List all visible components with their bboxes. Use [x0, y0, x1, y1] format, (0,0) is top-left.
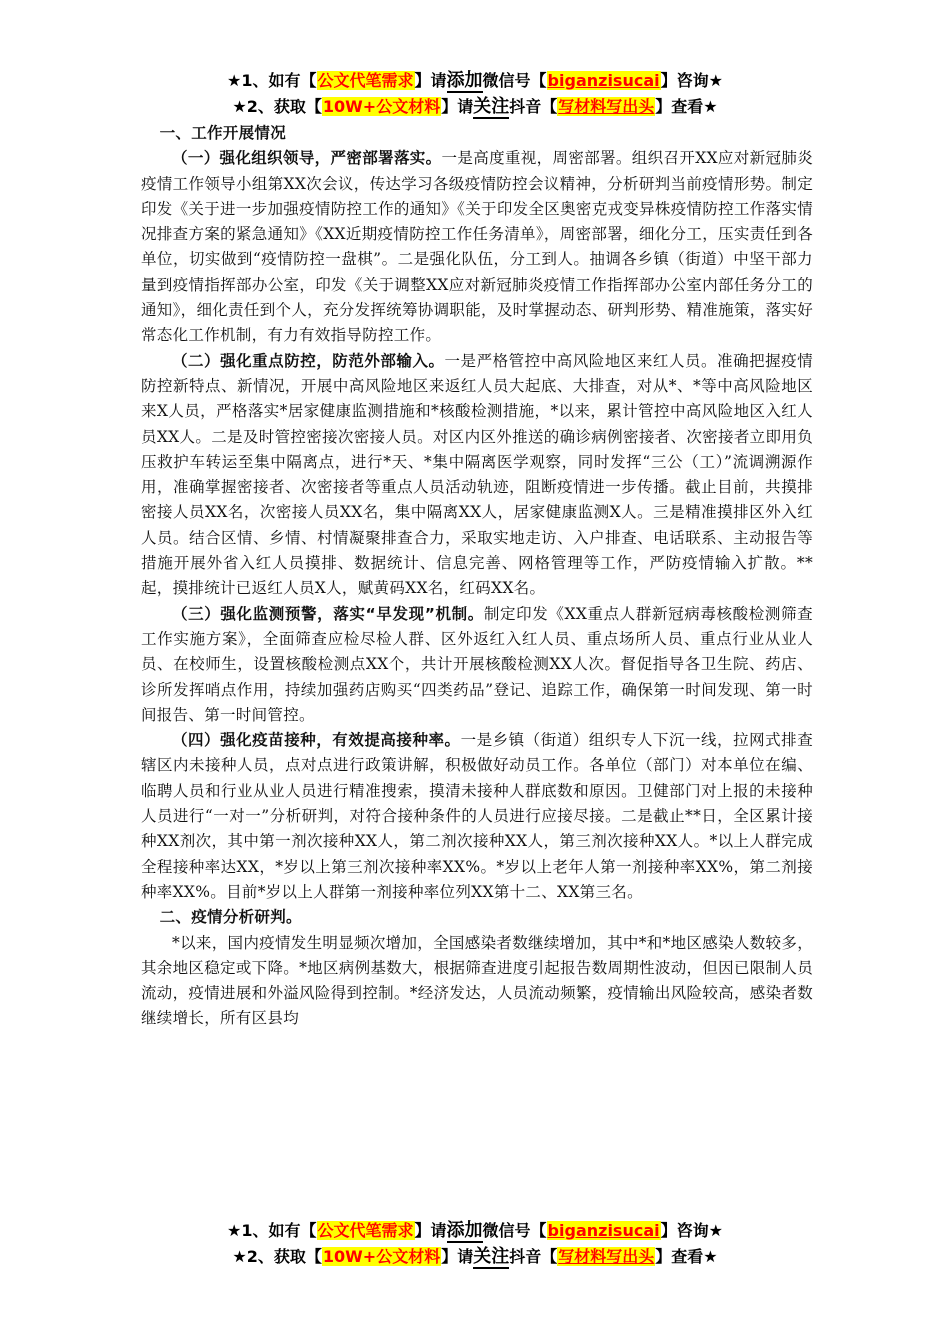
promo-banner-line-1-footer: [0, 1219, 950, 1243]
banner-text: 微信号【: [482, 71, 547, 90]
paragraph-text: *以来，国内疫情发生明显频次增加，全国感染者数继续增加，其中*和*地区感染人数较多，其余地区稳定或下降。*地区病例基数大，根据筛查进度引起报告数周期性波动，但因已限制人员流动，疫情进展和外溢风险得到控制。*经济发达，人员流动频繁，疫情输出风险较高，感染者数继续增长，所有区县均: [141, 933, 813, 1028]
banner-emphasis: 关注: [473, 1246, 510, 1267]
promo-banner-line-1: [0, 69, 950, 93]
banner-highlight: 公文代笔需求: [317, 1221, 414, 1240]
paragraph-text: 一是高度重视，周密部署。组织召开XX应对新冠肺炎疫情工作领导小组第XX次会议，传达学习各级疫情防控会议精神，分析研判当前疫情形势。制定印发《关于进一步加强疫情防控工作的通知》《关于印发全区奥密克戎变异株疫情防控工作落实情况排查方案的紧急通知》《XX近期疫情防控工作任务清单》，周密部署，细化分工，压实责任到各单位，切实做到“疫情防控一盘棋”。二是强化队伍，分工到人。抽调各乡镇（街道）中坚干部力量到疫情指挥部办公室，印发《关于调整XX应对新冠肺炎疫情工作指挥部办公室内部任务分工的通知》，细化责任到个人，充分发挥统筹协调职能，及时掌握动态、研判形势、精准施策，落实好常态化工作机制，有力有效指导防控工作。: [141, 149, 813, 345]
banner-text: 】请: [414, 71, 447, 90]
banner-text: 微信号【: [482, 1221, 547, 1240]
paragraph-text: 一是乡镇（街道）组织专人下沉一线，拉网式排查辖区内未接种人员，点对点进行政策讲解，积极做好动员工作。各单位（部门）对本单位在编、临聘人员和行业从业人员进行精准搜索，摸清未接种人群底数和原因。卫健部门对上报的未接种人员进行“一对一”分析研判，对符合接种条件的人员进行应接尽接。二是截止**日，全区累计接种XX剂次，其中第一剂次接种XX人，第二剂次接种XX人，第三剂次接种XX人。*以上人群完成全程接种率达XX，*岁以上第三剂次接种率XX%。*岁以上老年人第一剂接种率XX%，第二剂接种率XX%。目前*岁以上人群第一剂接种率位列XX第十二、XX第三名。: [141, 731, 814, 901]
paragraph-heading: （二）强化重点防控，防范外部输入。: [172, 351, 445, 370]
paragraph-heading: （四）强化疫苗接种，有效提高接种率。: [172, 731, 461, 750]
banner-emphasis: 关注: [473, 96, 510, 117]
banner-highlight: 10W+公文材料: [322, 97, 441, 116]
paragraph-heading: （一）强化组织领导，严密部署落实。: [172, 149, 442, 168]
paragraph-2: [141, 349, 813, 602]
banner-text: 抖音【: [509, 97, 558, 116]
paragraph-heading: （三）强化监测预警，落实“早发现”机制。: [172, 604, 484, 623]
banner-highlight: 10W+公文材料: [322, 1247, 441, 1266]
banner-text: 】请: [441, 97, 474, 116]
banner-prefix: ★2、获取【: [232, 1247, 322, 1266]
banner-text: 】请: [441, 1247, 474, 1266]
paragraph-1: [141, 146, 813, 348]
wechat-id-link[interactable]: biganzisucai: [547, 71, 660, 90]
douyin-account-link[interactable]: 写材料写出头: [558, 1247, 655, 1266]
banner-text: 抖音【: [509, 1247, 558, 1266]
banner-suffix: 】咨询★: [660, 71, 723, 90]
wechat-id-link[interactable]: biganzisucai: [547, 1221, 660, 1240]
banner-suffix: 】咨询★: [660, 1221, 723, 1240]
promo-banner-line-2-footer: [0, 1245, 950, 1269]
banner-text: 】请: [414, 1221, 447, 1240]
paragraph-3: [141, 602, 813, 728]
banner-emphasis: 添加: [446, 70, 483, 91]
banner-prefix: ★1、如有【: [227, 1221, 317, 1240]
banner-highlight: 公文代笔需求: [317, 71, 414, 90]
douyin-account-link[interactable]: 写材料写出头: [558, 97, 655, 116]
banner-emphasis: 添加: [446, 1220, 483, 1241]
paragraph-text: 制定印发《XX重点人群新冠病毒核酸检测筛查工作实施方案》，全面筛查应检尽检人群、区外返红入红人员、重点场所人员、重点行业从业人员、在校师生，设置核酸检测点XX个，共计开展核酸检测XX人次。督促指导各卫生院、药店、诊所发挥哨点作用，持续加强药店购买“四类药品”登记、追踪工作，确保第一时间发现、第一时间报告、第一时间管控。: [141, 604, 813, 724]
paragraph-text: 一是严格管控中高风险地区来红人员。准确把握疫情防控新特点、新情况，开展中高风险地区来返红人员大起底、大排查，对从*、*等中高风险地区来X人员，严格落实*居家健康监测措施和*核酸检测措施，*以来，累计管控中高风险地区入红人员XX人。二是及时管控密接次密接人员。对区内区外推送的确诊病例密接者、次密接者立即用负压救护车转运至集中隔离点，进行*天、*集中隔离医学观察，同时发挥“三公（工）”流调溯源作用，准确掌握密接者、次密接者等重点人员活动轨迹，阻断疫情进一步传播。截止目前，共摸排密接人员XX名，次密接人员XX名，集中隔离XX人，居家健康监测X人。三是精准摸排区外入红人员。结合区情、乡情、村情凝聚排查合力，采取实地走访、入户排查、电话联系、主动报告等措施开展外省入红人员摸排、数据统计、信息完善、网格管理等工作，严防疫情输入扩散。**起，摸排统计已返红人员X人，赋黄码XX名，红码XX名。: [141, 351, 814, 598]
section-2-title: 二、疫情分析研判。: [159, 908, 302, 927]
section-1-title: 一、工作开展情况: [159, 124, 286, 142]
paragraph-4: [141, 728, 813, 905]
banner-prefix: ★1、如有【: [227, 71, 317, 90]
paragraph-5: [141, 931, 813, 1032]
promo-banner-line-2: [0, 95, 950, 119]
banner-suffix: 】查看★: [655, 1247, 718, 1266]
document-body: [141, 121, 813, 1032]
banner-suffix: 】查看★: [655, 97, 718, 116]
banner-prefix: ★2、获取【: [232, 97, 322, 116]
